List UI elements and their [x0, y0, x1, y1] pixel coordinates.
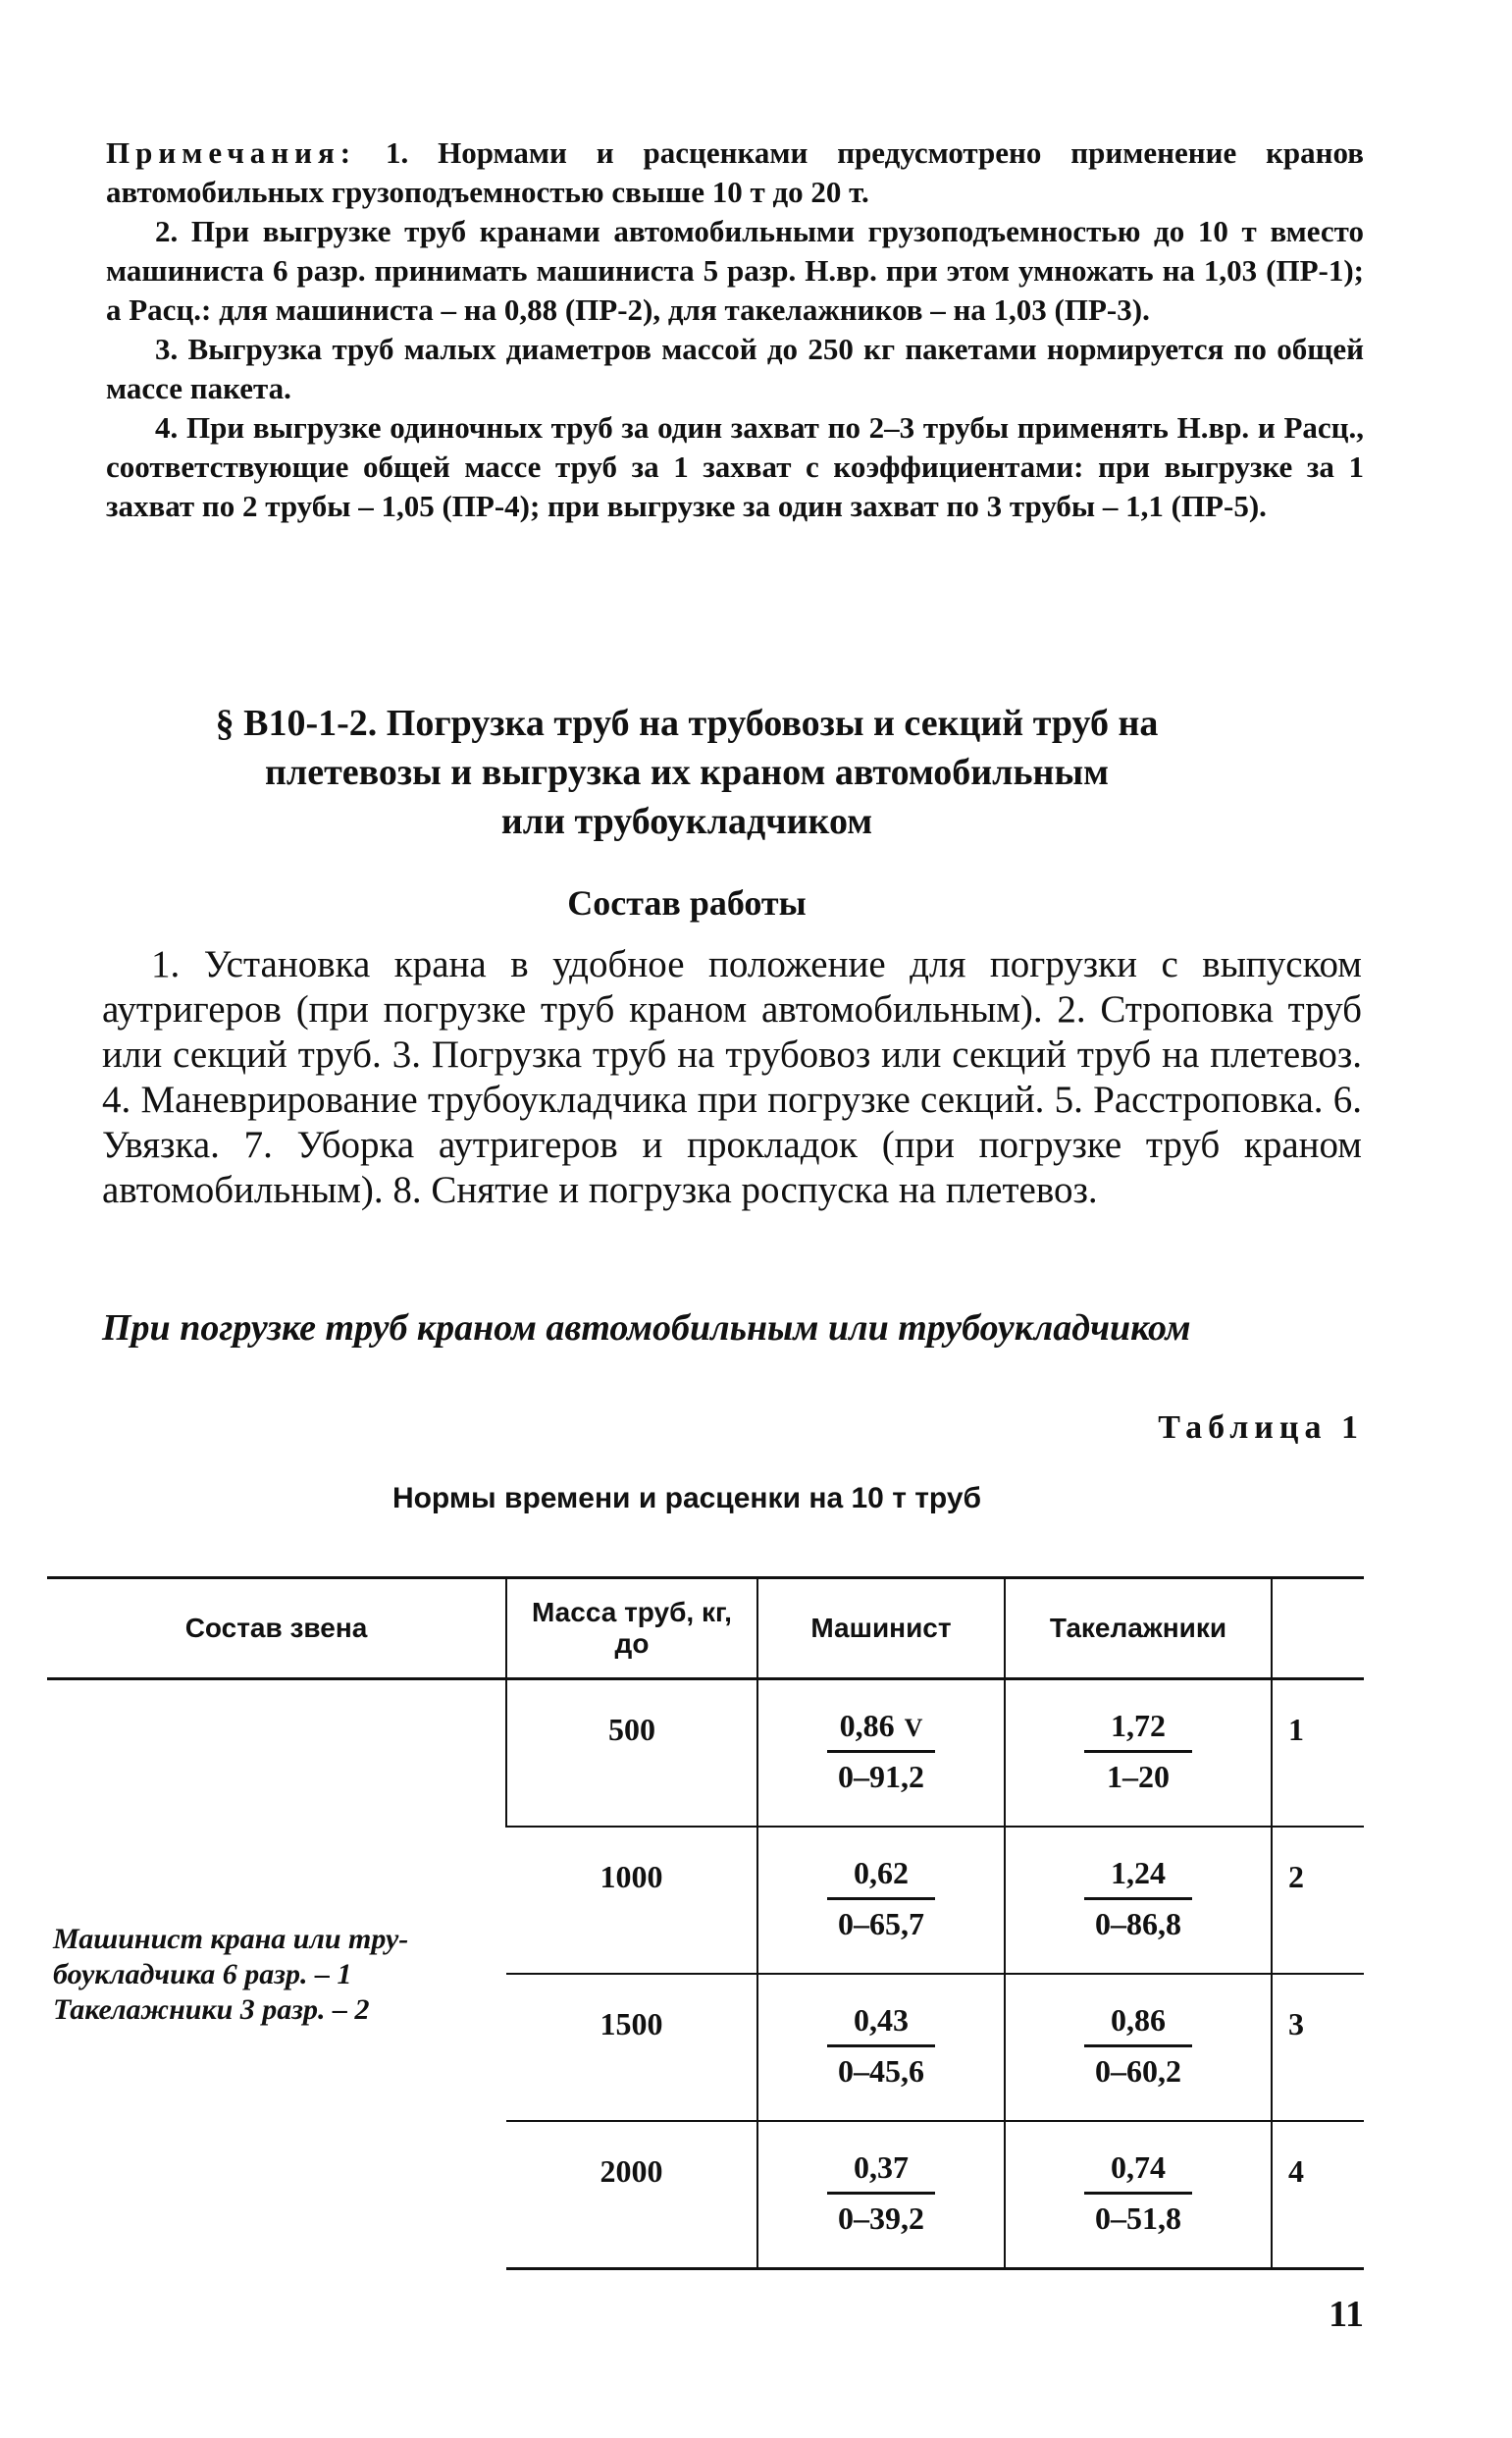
- subheading: При погрузке труб краном автомобильным или трубоукладчиком: [102, 1307, 1191, 1349]
- riggers-fraction: [1084, 1708, 1192, 1795]
- table-label: Таблица 1: [1158, 1409, 1364, 1446]
- section-title-line-2: плетевозы и выгрузка их краном автомобильным: [264, 752, 1109, 793]
- section-title-line-1: § В10-1-2. Погрузка труб на трубовозы и секций труб на: [215, 703, 1159, 744]
- crew-line-3: Такелажники 3 разр. – 2: [53, 1992, 370, 2026]
- riggers-cell: [1005, 2121, 1272, 2269]
- note-3: 3. Выгрузка труб малых диаметров массой до 250 кг пакетами нормируется по общей массе пакета.: [106, 332, 1364, 405]
- operator-norm: [827, 1708, 935, 1753]
- riggers-fraction: [1084, 2149, 1192, 2237]
- riggers-norm: 1,72: [1084, 1708, 1192, 1753]
- riggers-rate: 0–51,8: [1095, 2200, 1181, 2236]
- operator-cell: [757, 1974, 1005, 2121]
- row-number: 1: [1272, 1679, 1364, 1828]
- page-number: 11: [1329, 2294, 1364, 2335]
- riggers-cell: [1005, 1974, 1272, 2121]
- operator-fraction: [827, 1855, 935, 1942]
- riggers-rate: 0–60,2: [1095, 2053, 1181, 2089]
- crew-line-1: Машинист крана или тру-: [53, 1922, 409, 1955]
- operator-rate: 0–39,2: [838, 2200, 924, 2236]
- mass-cell: 1000: [506, 1827, 757, 1974]
- operator-norm: 0,37: [827, 2149, 935, 2195]
- operator-cell: [757, 2121, 1005, 2269]
- notes-block: [106, 133, 1364, 526]
- mass-cell: 2000: [506, 2121, 757, 2269]
- note-2: 2. При выгрузке труб кранами автомобильными грузоподъемностью до 10 т вместо машиниста 6 разр. принимать машиниста 5 разр. Н.вр. при этом умножать на 1,03 (ПР-1); а Расц.: для машиниста – на 0,88 (ПР-2), для такелажников – на 1,03 (ПР-3).: [106, 214, 1364, 327]
- operator-rate: 0–91,2: [838, 1759, 924, 1794]
- row-number: 3: [1272, 1974, 1364, 2121]
- crew-cell: [47, 1679, 506, 2269]
- operator-norm-value: 0,86: [839, 1708, 895, 1743]
- operator-norm: 0,62: [827, 1855, 935, 1900]
- table-caption: Нормы времени и расценки на 10 т труб: [391, 1482, 982, 1514]
- operator-fraction: [827, 1708, 935, 1795]
- riggers-fraction: [1084, 1855, 1192, 1942]
- operator-norm: 0,43: [827, 2002, 935, 2047]
- riggers-norm: 0,86: [1084, 2002, 1192, 2047]
- riggers-norm: 1,24: [1084, 1855, 1192, 1900]
- row-number: 2: [1272, 1827, 1364, 1974]
- operator-cell: [757, 1679, 1005, 1828]
- operator-rate: 0–65,7: [838, 1906, 924, 1941]
- work-composition-text: 1. Установка крана в удобное положение для погрузки с выпуском аутригеров (при погрузке труб краном автомобильным). 2. Строповка труб или секций труб. 3. Погрузка труб на трубовоз или секций труб на плетевоз. 4. Маневрирование трубоукладчика при погрузке секций. 5. Расстроповка. 6. Увязка. 7. Уборка аутригеров и прокладок (при погрузке труб краном автомобильным). 8. Снятие и погрузка роспуска на плетевоз.: [102, 943, 1362, 1211]
- riggers-cell: [1005, 1679, 1272, 1828]
- mass-cell: 500: [506, 1679, 757, 1828]
- norms-table-wrap: [47, 1576, 1364, 2270]
- riggers-cell: [1005, 1827, 1272, 1974]
- riggers-fraction: [1084, 2002, 1192, 2090]
- crew-line-2: боукладчика 6 разр. – 1: [53, 1957, 352, 1990]
- table-header-row: [47, 1578, 1364, 1679]
- note-4: 4. При выгрузке одиночных труб за один захват по 2–3 трубы применять Н.вр. и Расц., соответствующие общей массе труб за 1 захват с коэффициентами: при выгрузке за 1 захват по 2 трубы – 1,05 (ПР-4); при выгрузке за один захват по 3 трубы – 1,1 (ПР-5).: [106, 410, 1364, 523]
- check-mark: V: [904, 1714, 923, 1742]
- riggers-norm: 0,74: [1084, 2149, 1192, 2195]
- operator-rate: 0–45,6: [838, 2053, 924, 2089]
- row-number: 4: [1272, 2121, 1364, 2269]
- header-riggers: Такелажники: [1005, 1578, 1272, 1679]
- note-1-text: 1. Нормами и расценками предусмотрено применение кранов автомобильных грузоподъемностью свыше 10 т до 20 т.: [106, 135, 1365, 209]
- header-num: [1272, 1578, 1364, 1679]
- operator-cell: [757, 1827, 1005, 1974]
- section-title: [157, 699, 1217, 846]
- header-mass: Масса труб, кг, до: [506, 1578, 757, 1679]
- header-operator: Машинист: [757, 1578, 1005, 1679]
- table-row: [47, 1679, 1364, 1828]
- riggers-rate: 1–20: [1107, 1759, 1170, 1794]
- norms-table: [47, 1576, 1364, 2270]
- operator-fraction: [827, 2002, 935, 2090]
- notes-label: Примечания:: [106, 135, 357, 170]
- note-1: [106, 133, 1364, 212]
- section-title-line-3: или трубоукладчиком: [500, 801, 873, 842]
- header-crew: Состав звена: [47, 1578, 506, 1679]
- mass-cell: 1500: [506, 1974, 757, 2121]
- operator-fraction: [827, 2149, 935, 2237]
- riggers-rate: 0–86,8: [1095, 1906, 1181, 1941]
- work-composition-heading: Состав работы: [567, 883, 807, 923]
